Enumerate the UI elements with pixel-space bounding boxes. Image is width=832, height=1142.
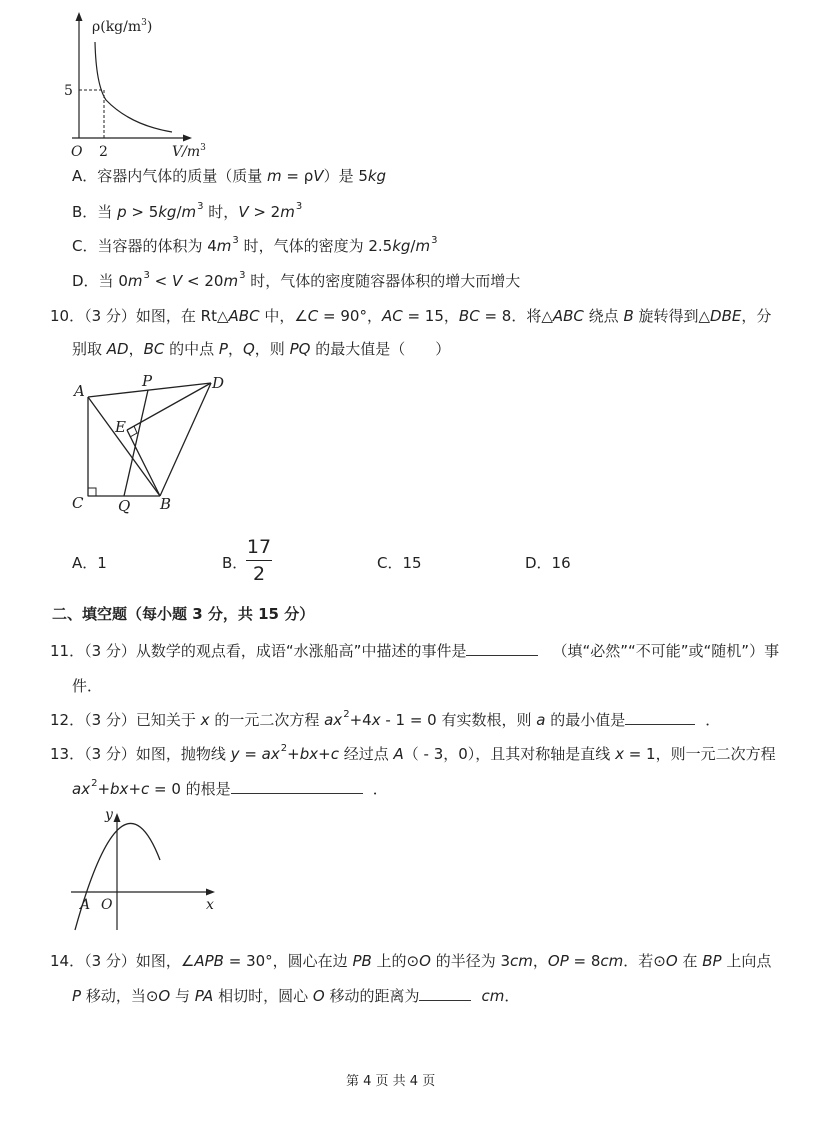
label-Q: Q — [118, 497, 131, 515]
right-angle-C — [88, 488, 96, 496]
label-D: D — [212, 374, 225, 392]
label-E: E — [115, 418, 126, 436]
answer-blank[interactable] — [466, 641, 538, 656]
q13-line2: $ax^2+bx+c = 0$ 的根是 ． — [72, 778, 388, 798]
label-B: B — [160, 495, 172, 513]
x-axis-arrow — [206, 889, 215, 896]
answer-blank[interactable] — [625, 710, 695, 725]
q9-option-a: A．容器内气体的质量（质量 m = ρV）是 5kg — [72, 167, 387, 185]
q14-line2: P 移动，当⊙O 与 PA 相切时，圆心 O 移动的距离为 cm． — [72, 987, 520, 1005]
label-A: A — [80, 897, 91, 913]
segment-DB — [160, 383, 211, 496]
density-volume-graph — [60, 10, 220, 160]
q10-option-b-label: B． — [222, 554, 248, 572]
graph-x-arrow — [183, 135, 192, 142]
label-A: A — [74, 382, 85, 400]
q10-option-a: A．1 — [72, 554, 107, 572]
segment-DE — [127, 383, 211, 430]
page-footer: 第 4 页 共 4 页 — [346, 1074, 436, 1089]
fraction-bar — [246, 560, 272, 561]
q10-option-c: C．15 — [377, 554, 422, 572]
density-curve — [95, 42, 172, 132]
q10-option-d: D．16 — [525, 554, 571, 572]
graph-y-label: $\rho(kg/m^3)$ — [92, 18, 153, 35]
graph-x-tick-2: 2 — [99, 144, 108, 160]
graph-y-arrow — [76, 12, 83, 21]
graph-y-tick-5: 5 — [64, 83, 73, 99]
q13-parabola-figure — [65, 805, 225, 935]
q13-line1: 13．（3 分）如图，抛物线 $y = ax^2+bx+c$ 经过点 A（ - 3，0），且其对称轴是直线 x = 1，则一元二次方程 — [50, 743, 776, 763]
label-O: O — [101, 897, 113, 913]
q10-stem-line1: 10．（3 分）如图，在 Rt△ABC 中，∠C = 90°，AC = 15，BC = 8．将△ABC 绕点 B 旋转得到△DBE，分 — [50, 307, 772, 325]
label-P: P — [142, 372, 153, 390]
answer-blank[interactable] — [419, 986, 471, 1001]
y-axis-arrow — [114, 813, 121, 822]
q10-stem-line2: 别取 AD，BC 的中点 P，Q，则 PQ 的最大值是（ ） — [72, 340, 451, 358]
segment-PQ — [124, 390, 148, 496]
segment-AB — [88, 397, 160, 496]
q9-option-b: B．当 $p > 5kg/m^3$ 时，$V > 2m^3$ — [72, 201, 303, 221]
label-C: C — [72, 494, 84, 512]
q9-option-c: C．当容器的体积为 $4m^3$ 时，气体的密度为 $2.5kg/m^3$ — [72, 235, 438, 255]
graph-origin: O — [71, 144, 83, 160]
q12-line: 12．（3 分）已知关于 x 的一元二次方程 $ax^2+4x - 1 = 0$ 有实数根，则 a 的最小值是 ． — [50, 709, 721, 729]
label-y: y — [105, 807, 113, 823]
q11-line2: 件． — [72, 677, 103, 695]
fraction-numerator: 17 — [246, 536, 272, 558]
section-heading: 二、填空题（每小题 3 分，共 15 分） — [52, 605, 315, 623]
q14-line1: 14．（3 分）如图，∠APB = 30°，圆心在边 PB 上的⊙O 的半径为 3cm，OP = 8cm．若⊙O 在 BP 上向点 — [50, 952, 772, 970]
q10-geometry-figure — [60, 370, 240, 520]
label-x: x — [206, 897, 214, 913]
q9-option-d: D．当 $0m^3 < V < 20m^3$ 时，气体的密度随容器体积的增大而增大 — [72, 270, 521, 290]
graph-x-label: $V/m^3$ — [172, 143, 206, 160]
fraction-denominator: 2 — [252, 563, 266, 585]
q11-line1: 11．（3 分）从数学的观点看，成语“水涨船高”中描述的事件是 （填“必然”“不可能”或“随机”）事 — [50, 642, 780, 660]
answer-blank[interactable] — [231, 779, 363, 794]
q10-option-b-fraction — [246, 536, 272, 585]
